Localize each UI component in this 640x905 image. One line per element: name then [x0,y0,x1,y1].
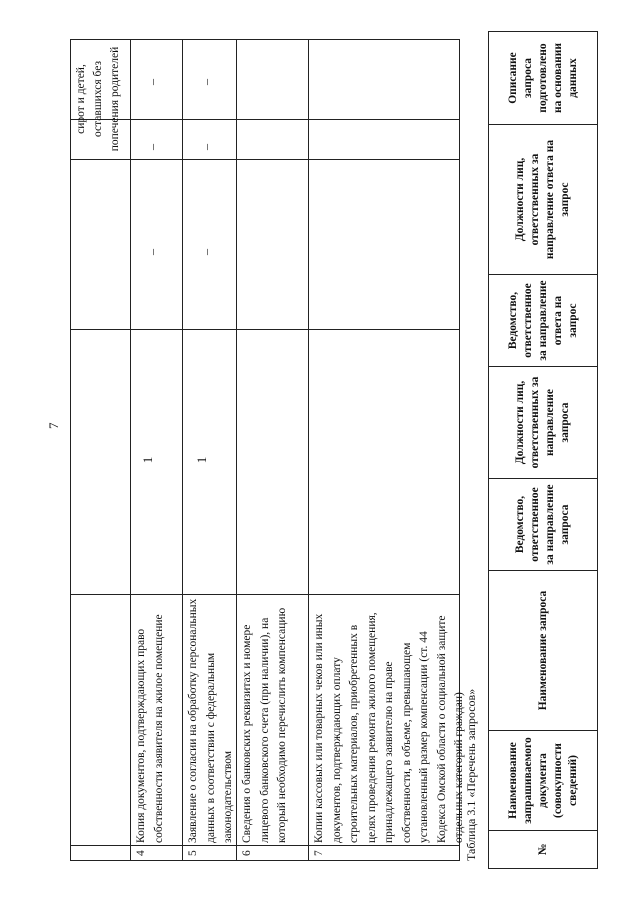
table-row [131,40,183,860]
table-row [71,40,131,860]
dash-value: – [199,79,213,85]
page-number: 7 [46,422,61,429]
row-number: 4 [135,850,147,856]
header-agency-response: Ведомство, ответственное за направление ответа на запрос [489,274,597,366]
header-request-name: Наименование запроса [489,570,597,730]
table-row [237,40,309,860]
document-name: Копия документов, подтверждающих право собственности заявителя на жилое помещение [135,614,165,843]
header-description: Описание запроса подготовлено на основании данных [506,42,579,114]
document-name: Копии кассовых или товарных чеков или иных документов, подтверждающих оплату строительных материалов, приобретенных в целях проведения ремонта жилого помещения, принадлежащего заявителю на праве собственности, в объеме, превышающем установленный размер компенсации (ст. 44 Кодекса Омской области о социальной защите отдельных категорий граждан) [313,612,465,843]
table-caption: Таблица 3.1 «Перечень запросов» [464,688,478,861]
header-agency-sending: Ведомство, ответственное за направление запроса [489,478,597,570]
dash-value: – [145,249,159,255]
dash-value: – [145,79,159,85]
header-document: Наименование запрашиваемого документа (совокупности сведений) [489,730,597,830]
quantity-value: 1 [140,456,155,464]
header-tail-text: сирот и детей, оставшихся без попечения родителей [75,46,121,152]
row-number: 6 [241,850,253,856]
dash-value: – [199,249,213,255]
table-row [309,40,465,860]
header-number: № [489,830,597,868]
table-row [183,40,237,860]
requests-table [488,31,598,869]
documents-table-continued [70,39,465,861]
quantity-value: 1 [194,456,209,464]
dash-value: – [199,144,213,150]
row-number: 7 [313,850,325,856]
document-name: Сведения о банковских реквизитах и номере лицевого банковского счета (при наличии), на который необходимо перечислить компенсацию [241,607,288,843]
document-name: Заявление о согласии на обработку персональных данных в соответствии с федеральным законодательством [187,598,234,843]
header-officials-sending: Должности лиц, ответственных за направление запроса [489,366,597,478]
row-number: 5 [187,850,199,856]
header-officials-response: Должности лиц, ответственных за направление ответа на запрос [489,124,597,274]
dash-value: – [145,144,159,150]
